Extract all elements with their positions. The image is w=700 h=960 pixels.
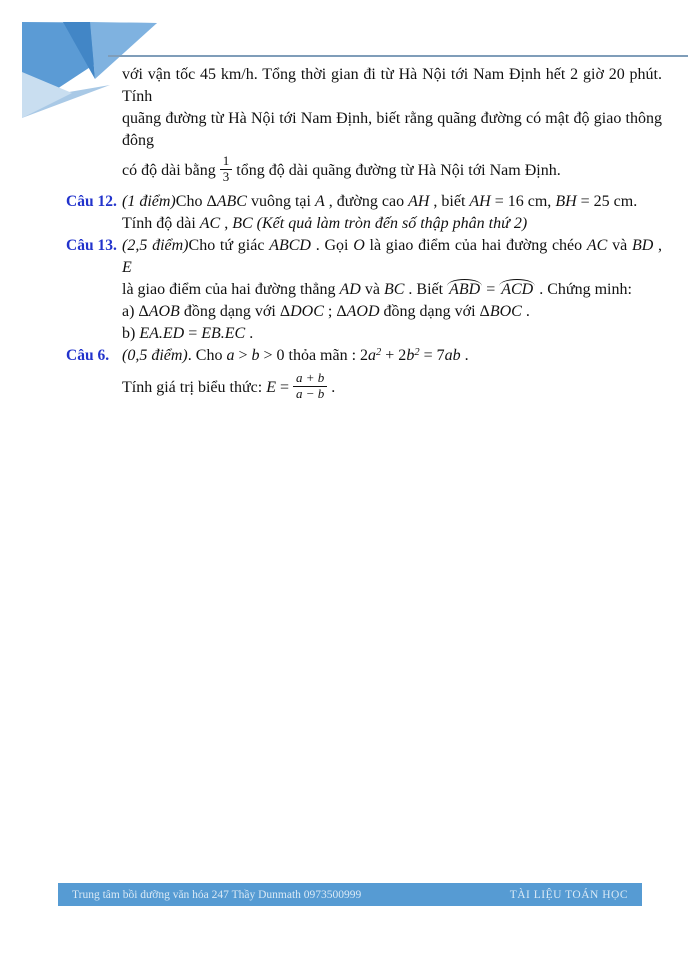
content-row	[66, 235, 662, 279]
footer-bar	[58, 883, 642, 906]
question-text: với vận tốc 45 km/h. Tổng thời gian đi từ Hà Nội tới Nam Định hết 2 giờ 20 phút. Tính	[122, 66, 662, 105]
question-text: có độ dài bằng $\frac{1}{3}$ tổng độ dài quãng đường từ Hà Nội tới Nam Định.	[122, 153, 561, 184]
content-row	[66, 323, 662, 345]
question-text: (0,5 điểm). Cho a > b > 0 thỏa mãn : $2a^2 + 2b^2 = 7ab$ .	[122, 346, 469, 364]
question-text: quãng đường từ Hà Nội tới Nam Định, biết rằng quãng đường có mật độ giao thông đông	[122, 110, 662, 149]
document-content	[66, 64, 662, 408]
content-row	[66, 301, 662, 323]
question-text: (1 điểm)Cho ΔABC vuông tại A , đường cao AH , biết AH = 16 cm, BH = 25 cm.	[122, 192, 638, 210]
content-row	[66, 191, 662, 213]
header-divider-line	[108, 55, 688, 57]
content-row	[66, 64, 662, 108]
question-label: Câu 12.	[66, 192, 117, 210]
question-text: b) EA.ED = EB.EC .	[122, 324, 254, 342]
content-row	[66, 152, 662, 191]
question-text: Tính giá trị biểu thức: E = $\frac{a + b}{a - b}$ .	[122, 369, 336, 401]
question-label: Câu 6.	[66, 346, 110, 364]
question-text: Tính độ dài AC , BC (Kết quả làm tròn đến số thập phân thứ 2)	[122, 214, 528, 232]
question-label: Câu 13.	[66, 236, 117, 254]
footer-left-text: Trung tâm bồi dưỡng văn hóa 247 Thầy Dunmath 0973500999	[72, 888, 362, 901]
content-row	[66, 213, 662, 235]
question-text: là giao điểm của hai đường thẳng AD và BC . Biết ABD = ACD . Chứng minh:	[122, 280, 632, 298]
fraction: $\frac{a + b}{a - b}$	[293, 371, 327, 402]
fraction: $\frac{1}{3}$	[220, 154, 233, 185]
content-row	[66, 369, 662, 408]
footer-right-text: TÀI LIỆU TOÁN HỌC	[509, 888, 628, 901]
question-text: (2,5 điểm)Cho tứ giác ABCD . Gọi O là giao điểm của hai đường chéo AC và BD , E	[122, 236, 663, 276]
content-row	[66, 345, 662, 369]
content-row	[66, 108, 662, 152]
content-row	[66, 279, 662, 301]
question-text: a) ΔAOB đồng dạng với ΔDOC ; ΔAOD đồng dạng với ΔBOC .	[122, 302, 530, 320]
